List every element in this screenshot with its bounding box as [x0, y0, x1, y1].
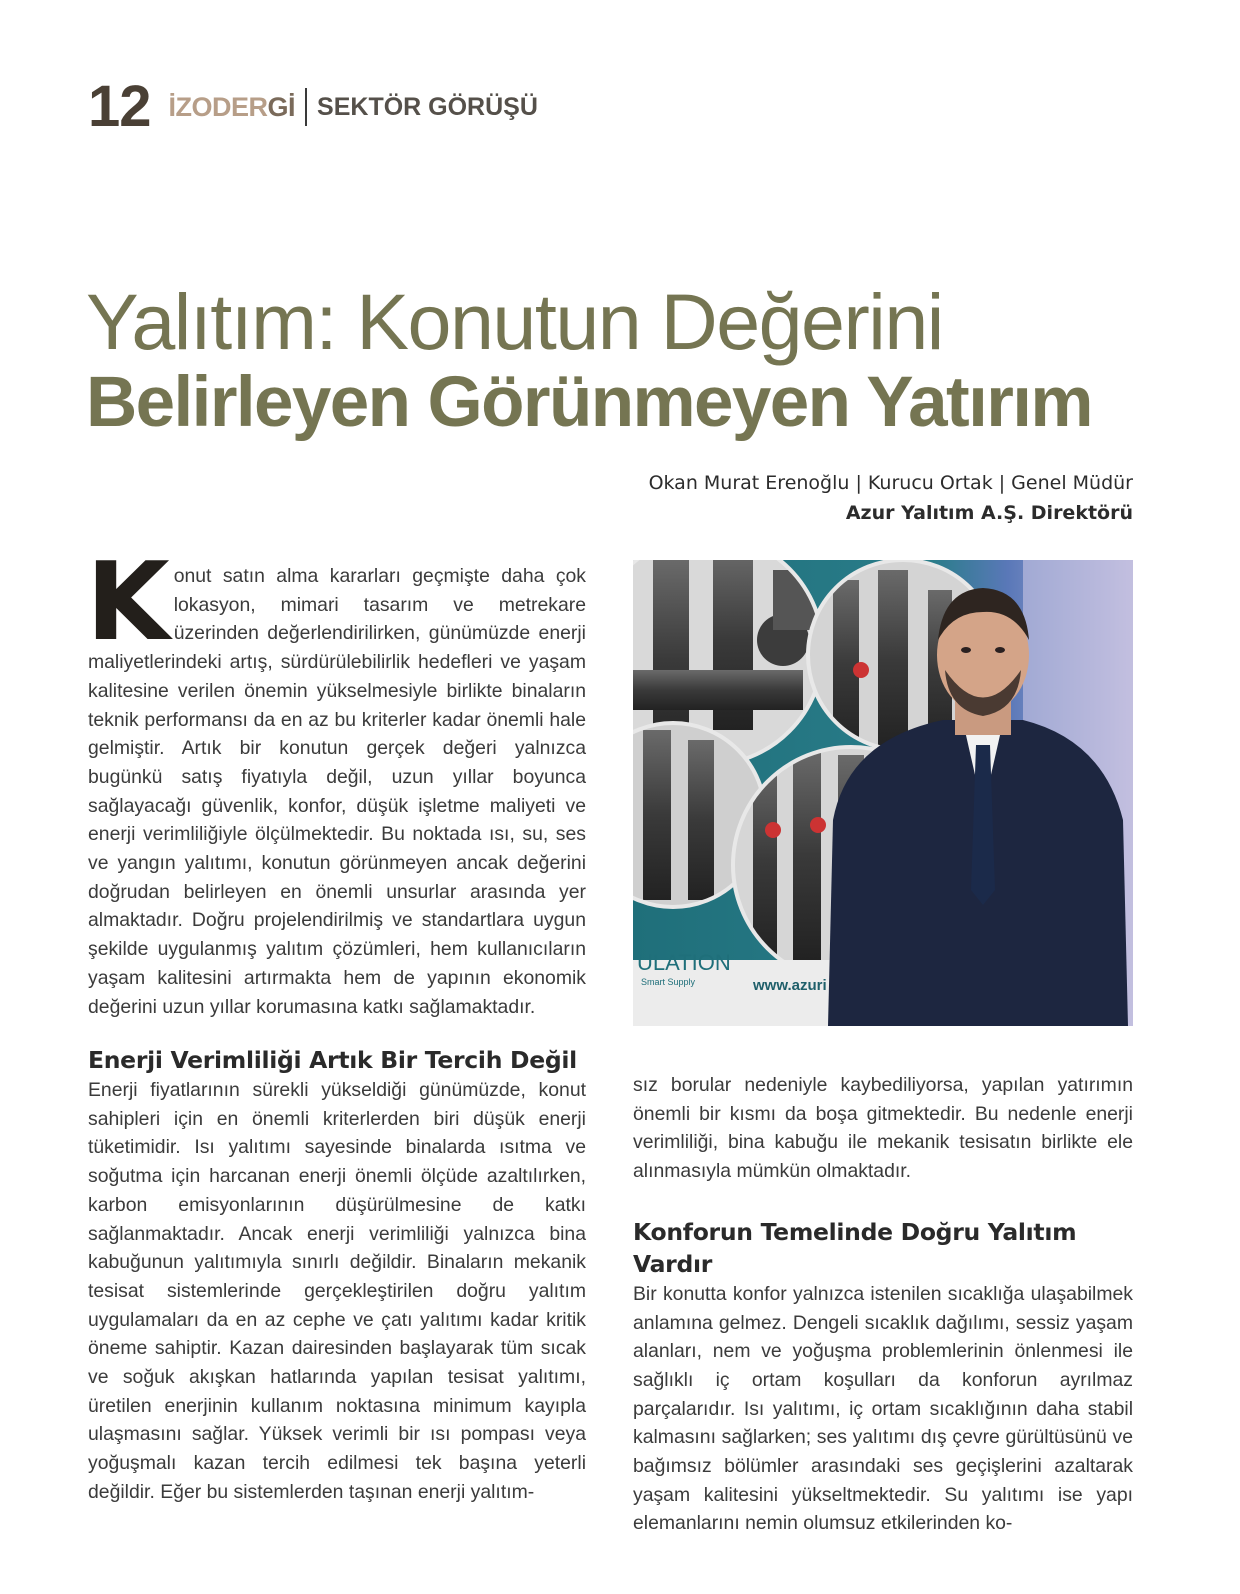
magazine-name-suffix: Gİ [267, 91, 296, 122]
author-byline [649, 468, 1133, 528]
section2-column [633, 1071, 1133, 1538]
section2-heading: Konforun Temelinde Doğru Yalıtım Vardır [633, 1217, 1077, 1278]
section2-paragraph: Bir konutta konfor yalnızca istenilen sıcaklığa ulaşabilmek anlamına gelmez. Dengeli sıcaklık dağılımı, sessiz yaşam alanları, nem ve yoğuşma problemlerinin önlenmesi ile sağlıklı iç ortam koşulları da konforun ayrılmaz parçalarıdır. Isı yalıtımı, iç ortam sıcaklığının daha stabil kalmasını sağlarken; ses yalıtımı dış çevre gürültüsünü ve bağımsız bölümler arasındaki ses geçişlerini azaltarak yaşam kalitesini yükseltmektedir. Su yalıtımı ise yapı elemanlarını nemin olumsuz etkilerinden ko- [633, 1282, 1133, 1535]
article-title-line1: Yalıtım: Konutun Değerini [86, 277, 943, 366]
author-line: Okan Murat Erenoğlu | Kurucu Ortak | Genel Müdür [648, 472, 1133, 494]
section1-continued-paragraph: sız borular nedeniyle kaybediliyorsa, yapılan yatırımın önemli bir kısmı da boşa gitmektedir. Bu nedenle enerji verimliliği, bina kabuğu ile mekanik tesisatın birlikte ele alınmasıyla mümkün olmaktadır. [633, 1074, 1133, 1183]
section-spacer [633, 1186, 1133, 1216]
author-photo [633, 560, 1133, 1026]
author-photo-illustration [633, 560, 1133, 1026]
section1-paragraph: Enerji fiyatlarının sürekli yükseldiği günümüzde, konut sahipleri için en önemli kriterlerden biri düşük enerji tüketimidir. Isı yalıtımı sayesinde binalarda ısıtma ve soğutma için harcanan enerji önemli ölçüde azaltılırken, karbon emisyonlarının düşürülmesine de katkı sağlanmaktadır. Ancak enerji verimliliği yalnızca bina kabuğunun yalıtımıyla sınırlı değildir. Binaların mekanik tesisat sistemlerinde gerçekleştirilen doğru yalıtım uygulamaları da en az cephe ve çatı yalıtımı kadar kritik öneme sahiptir. Kazan dairesinden başlayarak tüm sıcak ve soğuk akışkan hatlarında yapılan tesisat yalıtımı, üretilen enerjinin kullanım noktasına minimum kayıpla ulaşmasını sağlar. Yüksek verimli bir ısı pompası veya yoğuşmalı kazan tercih edilmesi tek başına yeterli değildir. Eğer bu sistemlerden taşınan enerji yalıtım- [88, 1079, 586, 1503]
intro-column [86, 540, 586, 1021]
company-line: Azur Yalıtım A.Ş. Direktörü [845, 502, 1133, 524]
section1-column [88, 1044, 586, 1507]
section1-heading: Enerji Verimliliği Artık Bir Tercih Değil [88, 1046, 577, 1074]
header-divider [305, 88, 307, 126]
intro-paragraph: onut satın alma kararları geçmişte daha çok lokasyon, mimari tasarım ve metrekare üzerinden değerlendirilirken, günümüzde enerji maliyetlerindeki artış, sürdürülebilirlik hedefleri ve yaşam kalitesine verilen önemin yükselmesiyle birlikte binaların teknik performansı da en az bu kriterler kadar önemli hale gelmiştir. Artık bir konutun gerçek değeri yalnızca bugünkü satış fiyatıyla değil, uzun yıllar boyunca sağlayacağı güvenlik, konfor, düşük işletme maliyeti ve enerji verimliliğiyle ölçülmektedir. Bu noktada ısı, su, ses ve yangın yalıtımı, konutun görünmeyen ancak değerini doğrudan belirleyen en önemli unsurlar arasında yer almaktadır. Doğru projelendirilmiş ve standartlara uygun şekilde uygulanmış yalıtım çözümleri, hem kullanıcıların yaşam kalitesini artırmakta hem de yapının ekonomik değerini uzun yıllar korumasına katkı sağlamaktadır. [88, 565, 586, 1018]
magazine-logo [169, 92, 296, 123]
magazine-name-main: İZODER [168, 91, 268, 122]
section-label: SEKTÖR GÖRÜŞÜ [317, 92, 538, 121]
banner-url: www.azuri [753, 977, 827, 994]
drop-cap: K [86, 540, 170, 665]
banner-text: ULATION [637, 950, 731, 975]
page-number: 12 [88, 74, 151, 139]
banner-subtext: Smart Supply [641, 977, 696, 987]
page-header [88, 76, 538, 138]
article-title-line2: Belirleyen Görünmeyen Yatırım [86, 363, 1092, 442]
